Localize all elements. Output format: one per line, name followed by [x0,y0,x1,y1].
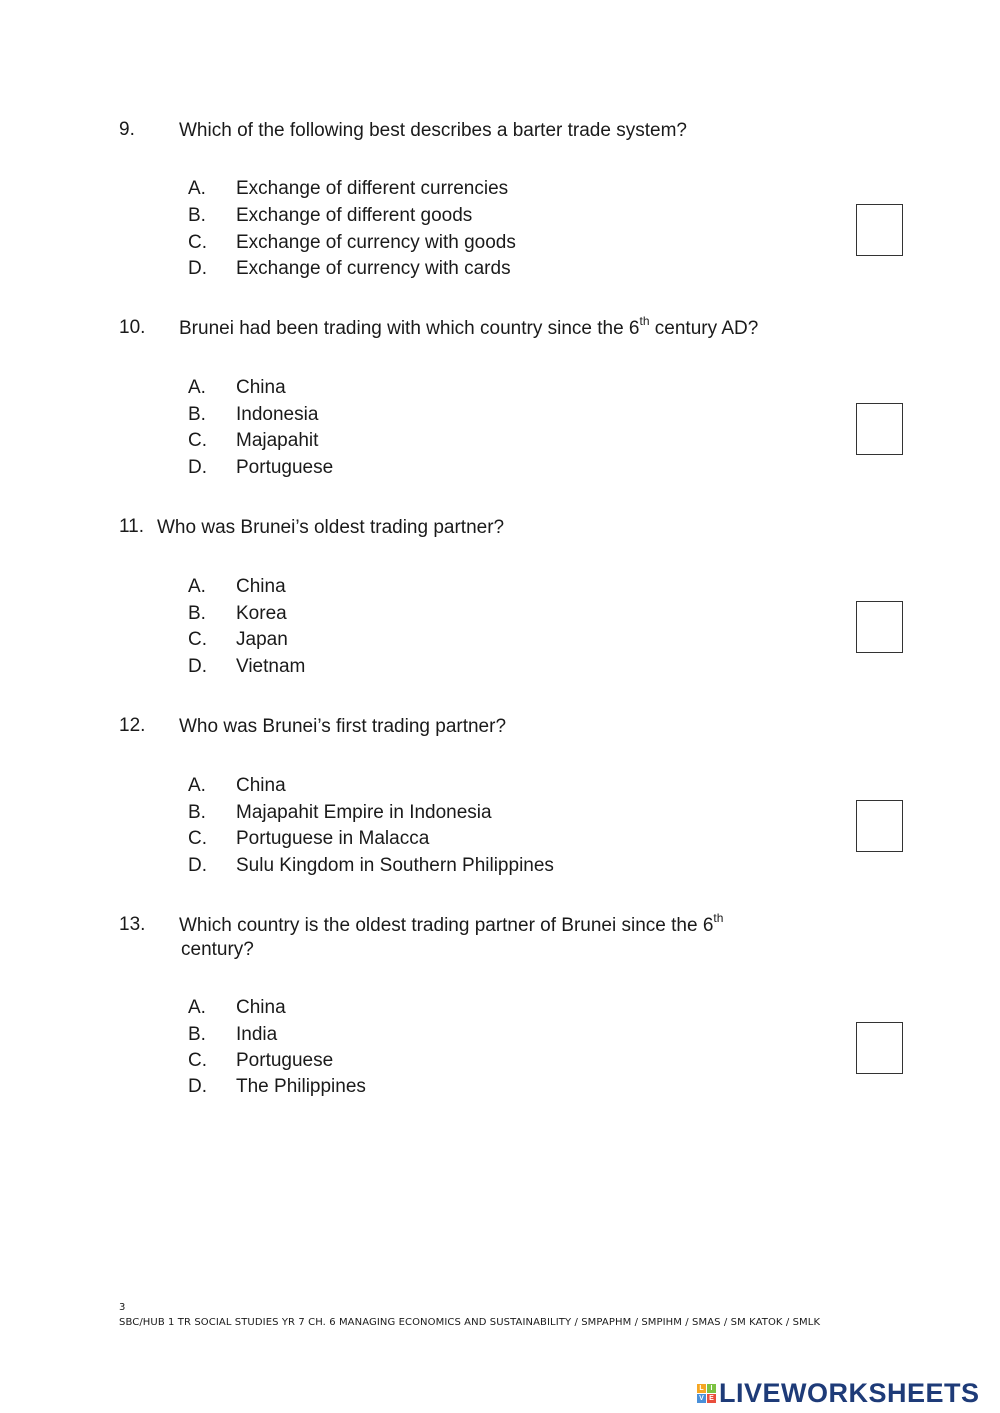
option-letter: A. [188,576,206,597]
option-letter: D. [188,457,207,478]
logo-mark-icon: L I V E [697,1384,716,1403]
option-letter: D. [188,1076,207,1097]
question-text: Which country is the oldest trading partner of Brunei since the 6th century? [179,911,724,960]
option-letter: C. [188,828,207,849]
option-text: Portuguese [236,457,334,478]
question-text: Brunei had been trading with which country since the 6th century AD? [179,314,759,339]
option-letter: A. [188,775,206,796]
option-text: Japan [236,629,288,650]
option-text: Exchange of currency with cards [236,258,511,279]
option-letter: C. [188,232,207,253]
question-number: 13. [119,914,146,935]
option-text: Majapahit [236,430,319,451]
answer-box-10[interactable] [856,403,903,455]
option-text: China [236,775,286,796]
footer-text: SBC/HUB 1 TR SOCIAL STUDIES YR 7 CH. 6 MANAGING ECONOMICS AND SUSTAINABILITY / SMPAPHM / SMPIHM / SMAS / SM KATOK / SMLK [119,1317,821,1328]
question-text: Who was Brunei’s first trading partner? [179,716,507,737]
question-number: 12. [119,715,146,736]
option-letter: A. [188,997,206,1018]
option-letter: A. [188,178,206,199]
answer-box-12[interactable] [856,800,903,852]
option-letter: A. [188,377,206,398]
liveworksheets-logo [697,1376,980,1410]
page-number: 3 [119,1302,126,1313]
option-letter: B. [188,603,206,624]
option-letter: B. [188,205,206,226]
option-text: The Philippines [236,1076,366,1097]
option-text: Exchange of different goods [236,205,473,226]
option-text: China [236,377,286,398]
option-text: Indonesia [236,404,319,425]
question-number: 10. [119,317,146,338]
option-letter: D. [188,656,207,677]
option-letter: B. [188,404,206,425]
option-letter: D. [188,855,207,876]
answer-box-9[interactable] [856,204,903,256]
option-text: Exchange of currency with goods [236,232,516,253]
option-text: Exchange of different currencies [236,178,509,199]
option-text: Majapahit Empire in Indonesia [236,802,492,823]
option-text: Sulu Kingdom in Southern Philippines [236,855,554,876]
option-text: China [236,997,286,1018]
option-letter: D. [188,258,207,279]
question-text: Which of the following best describes a barter trade system? [179,120,687,141]
option-text: Portuguese in Malacca [236,828,430,849]
option-letter: B. [188,1024,206,1045]
option-text: India [236,1024,278,1045]
option-letter: C. [188,1050,207,1071]
brand-name: LIVEWORKSHEETS [719,1377,980,1408]
option-text: Vietnam [236,656,306,677]
question-text: Who was Brunei’s oldest trading partner? [157,517,505,538]
option-letter: C. [188,430,207,451]
answer-box-11[interactable] [856,601,903,653]
question-number: 11. [119,516,145,537]
option-letter: B. [188,802,206,823]
answer-box-13[interactable] [856,1022,903,1074]
superscript: th [639,314,650,328]
option-text: Portuguese [236,1050,334,1071]
option-text: China [236,576,286,597]
option-letter: C. [188,629,207,650]
option-text: Korea [236,603,287,624]
question-number: 9. [119,119,135,140]
superscript: th [713,911,724,925]
